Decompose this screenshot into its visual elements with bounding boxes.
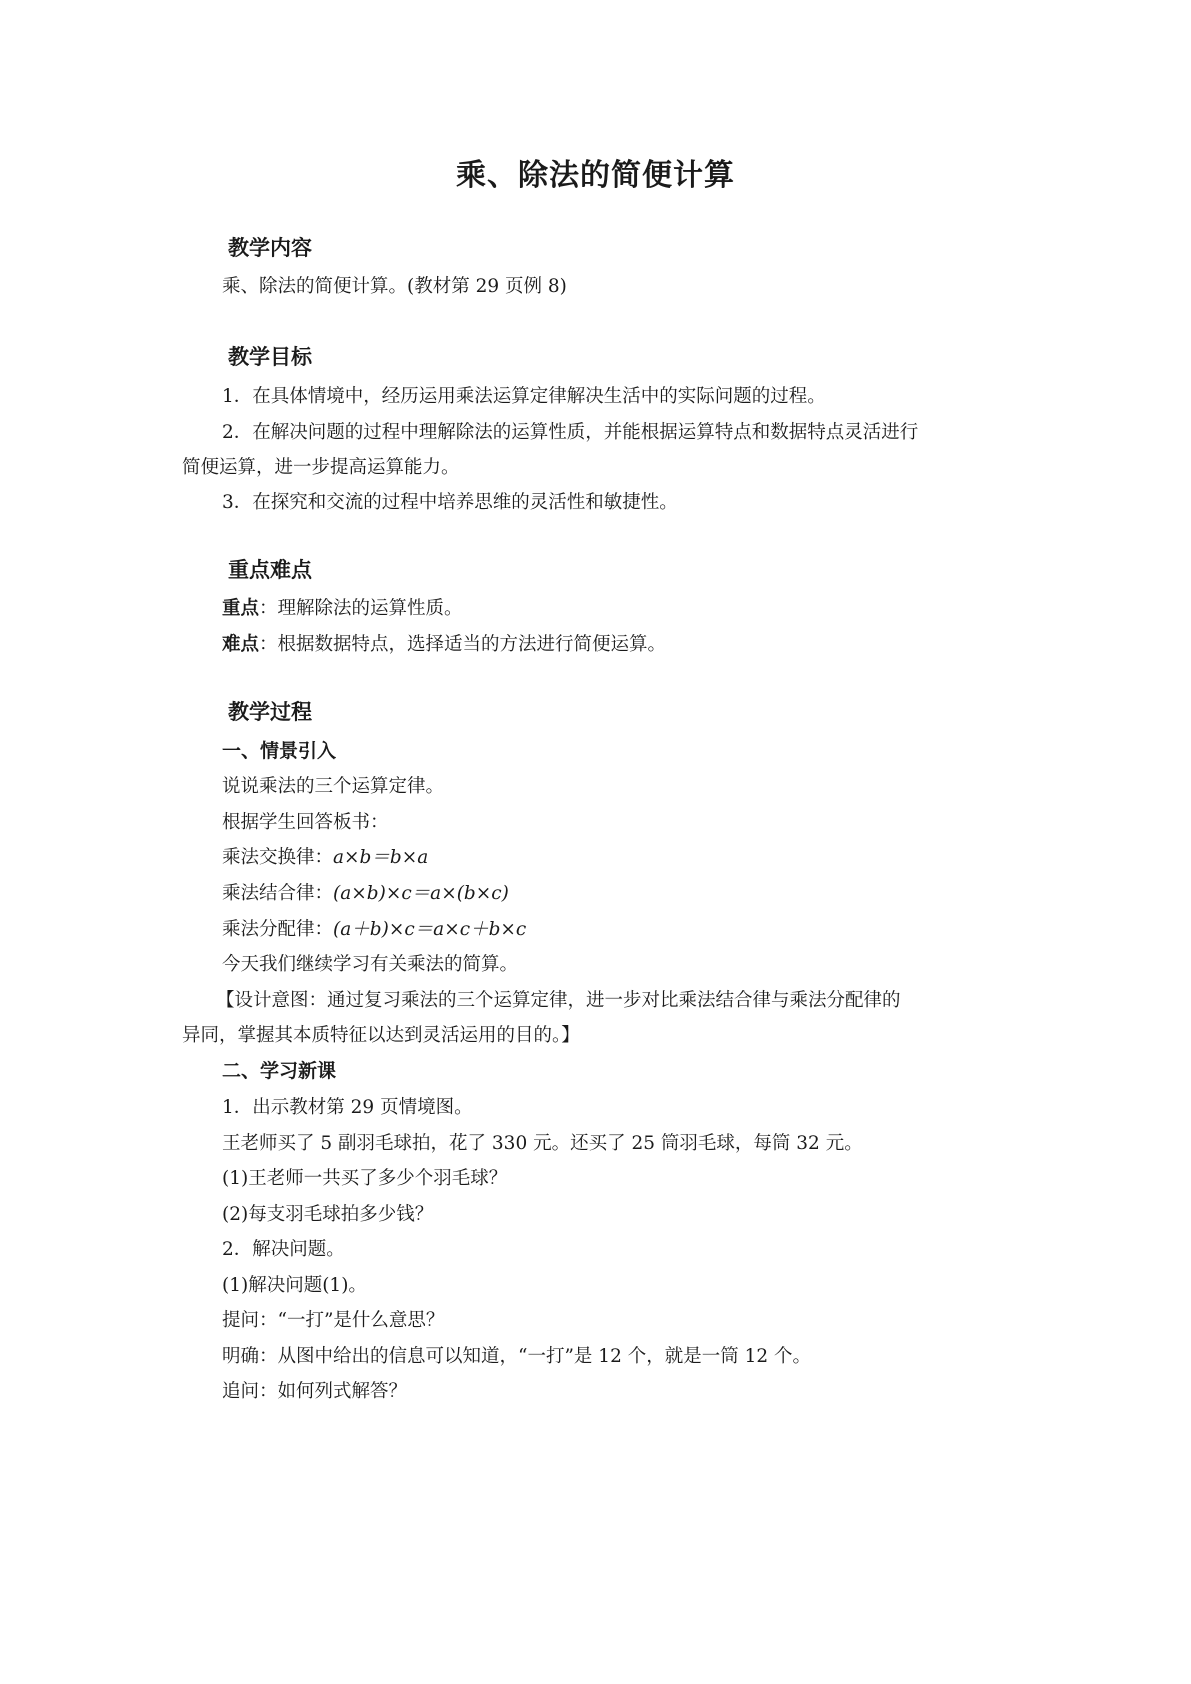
law-associative-label: 乘法结合律： (222, 883, 334, 904)
part2-line-1: 1．出示教材第 29 页情境图。 (222, 1097, 473, 1118)
part2-title: 二、学习新课 (222, 1060, 337, 1082)
focus-line (222, 594, 463, 620)
part2-line-9: 追问：如何列式解答？ (222, 1381, 408, 1402)
part2-line-7: 提问：“一打”是什么意思？ (222, 1310, 445, 1331)
law-distributive-label: 乘法分配律： (222, 919, 334, 940)
part1-line-1: 说说乘法的三个运算定律。 (222, 776, 445, 797)
part1-after: 今天我们继续学习有关乘法的简算。 (222, 954, 519, 975)
goal-item-2: 2．在解决问题的过程中理解除法的运算性质，并能根据运算特点和数据特点灵活进行 (222, 422, 919, 443)
goal-item-3: 3．在探究和交流的过程中培养思维的灵活性和敏捷性。 (222, 492, 678, 513)
heading-keypoints: 重点难点 (228, 558, 312, 582)
page-title: 乘、除法的简便计算 (456, 158, 735, 193)
difficulty-label: 难点 (222, 634, 260, 655)
design-intent-line-2: 异同，掌握其本质特征以达到灵活运用的目的。】 (182, 1025, 580, 1046)
part2-line-5: 2．解决问题。 (222, 1239, 345, 1260)
heading-goals: 教学目标 (228, 345, 312, 369)
part2-line-6: (1)解决问题(1)。 (222, 1275, 367, 1296)
content-text: 乘、除法的简便计算。(教材第 29 页例 8) (222, 276, 567, 297)
difficulty-line (222, 630, 666, 656)
law-commutative (222, 843, 428, 869)
law-associative-formula: (a×b)×c＝a×(b×c) (333, 883, 509, 904)
part1-line-2: 根据学生回答板书： (222, 812, 389, 833)
focus-label: 重点 (222, 598, 260, 619)
heading-process: 教学过程 (228, 700, 312, 724)
design-intent-line-1: 【设计意图：通过复习乘法的三个运算定律，进一步对比乘法结合律与乘法分配律的 (216, 990, 901, 1011)
law-commutative-formula: a×b＝b×a (333, 847, 429, 868)
focus-text: ：理解除法的运算性质。 (259, 598, 463, 619)
law-distributive (222, 915, 526, 941)
law-distributive-formula: (a＋b)×c＝a×c＋b×c (333, 919, 527, 940)
law-associative (222, 879, 509, 905)
law-commutative-label: 乘法交换律： (222, 847, 334, 868)
part1-title: 一、情景引入 (222, 740, 337, 762)
part2-line-2: 王老师买了 5 副羽毛球拍，花了 330 元。还买了 25 筒羽毛球，每筒 32 元。 (222, 1133, 863, 1154)
part2-line-8: 明确：从图中给出的信息可以知道，“一打”是 12 个，就是一筒 12 个。 (222, 1346, 812, 1367)
part2-line-3: (1)王老师一共买了多少个羽毛球？ (222, 1168, 508, 1189)
heading-content: 教学内容 (228, 236, 312, 260)
difficulty-text: ：根据数据特点，选择适当的方法进行简便运算。 (259, 634, 667, 655)
goal-item-1: 1．在具体情境中，经历运用乘法运算定律解决生活中的实际问题的过程。 (222, 386, 826, 407)
part2-line-4: (2)每支羽毛球拍多少钱？ (222, 1204, 434, 1225)
goal-item-2-cont: 简便运算，进一步提高运算能力。 (182, 457, 460, 478)
